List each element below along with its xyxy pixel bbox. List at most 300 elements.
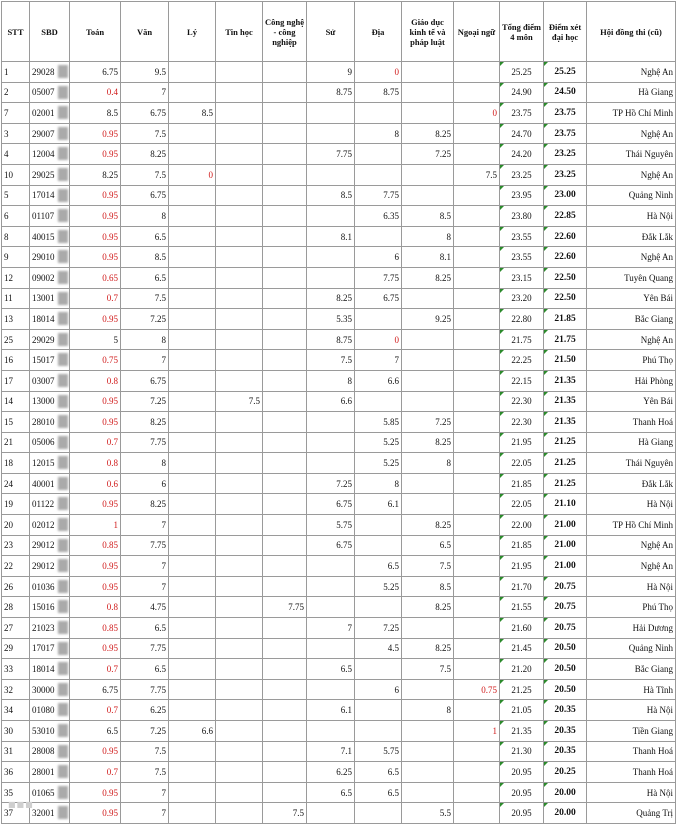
cell-sbd: 29028: [30, 62, 70, 83]
cell-van: 7: [121, 515, 169, 536]
cell-su: [307, 103, 355, 124]
cell-sbd: 21023: [30, 618, 70, 639]
cell-sbd: 28001: [30, 762, 70, 783]
comment-marker: [544, 144, 548, 148]
cell-ngoaingu: [454, 247, 500, 268]
cell-toan: 8.5: [70, 103, 121, 124]
table-row: [2, 164, 676, 185]
table-row: [2, 62, 676, 83]
cell-dia: [355, 535, 402, 556]
table-row: [2, 226, 676, 247]
cell-hoidong: Thái Nguyên: [587, 144, 676, 165]
cell-tinhoc: [216, 597, 263, 618]
comment-marker: [544, 62, 548, 66]
cell-sbd: 29012: [30, 556, 70, 577]
redacted-mark: [58, 65, 68, 78]
cell-hoidong: Hà Nội: [587, 576, 676, 597]
cell-sbd: 29012: [30, 535, 70, 556]
cell-su: [307, 721, 355, 742]
cell-tong: 21.20: [500, 659, 544, 680]
table-row: [2, 782, 676, 803]
cell-ly: [169, 638, 216, 659]
comment-marker: [544, 742, 548, 746]
comment-marker: [544, 659, 548, 663]
cell-dia: [355, 659, 402, 680]
cell-ngoaingu: [454, 62, 500, 83]
cell-van: 4.75: [121, 597, 169, 618]
cell-xet: 25.25: [544, 62, 587, 83]
cell-tong: 21.85: [500, 535, 544, 556]
cell-hoidong: Nghệ An: [587, 556, 676, 577]
cell-hoidong: Thanh Hoá: [587, 762, 676, 783]
cell-ly: [169, 206, 216, 227]
cell-stt: 21: [2, 432, 30, 453]
cell-ngoaingu: [454, 473, 500, 494]
table-row: [2, 370, 676, 391]
cell-gdkt: 8.25: [402, 638, 454, 659]
cell-su: [307, 164, 355, 185]
table-row: [2, 576, 676, 597]
cell-toan: 0.95: [70, 556, 121, 577]
cell-congnghe: [263, 473, 307, 494]
cell-dia: [355, 515, 402, 536]
comment-marker: [544, 515, 548, 519]
cell-ly: [169, 309, 216, 330]
cell-sbd: 05006: [30, 432, 70, 453]
cell-xet: 22.60: [544, 247, 587, 268]
cell-dia: 6.35: [355, 206, 402, 227]
cell-sbd: 29007: [30, 123, 70, 144]
cell-hoidong: Bắc Giang: [587, 659, 676, 680]
cell-dia: [355, 391, 402, 412]
cell-tong: 24.90: [500, 82, 544, 103]
cell-gdkt: 8: [402, 700, 454, 721]
cell-ngoaingu: [454, 206, 500, 227]
cell-gdkt: 8.25: [402, 515, 454, 536]
cell-su: [307, 597, 355, 618]
cell-ly: [169, 659, 216, 680]
cell-tong: 20.95: [500, 803, 544, 824]
cell-xet: 20.50: [544, 659, 587, 680]
cell-xet: 22.50: [544, 267, 587, 288]
cell-dia: 6: [355, 679, 402, 700]
cell-stt: 26: [2, 576, 30, 597]
cell-toan: 0.7: [70, 762, 121, 783]
cell-su: [307, 412, 355, 433]
cell-dia: [355, 226, 402, 247]
cell-dia: 8: [355, 123, 402, 144]
cell-ly: [169, 618, 216, 639]
cell-ly: [169, 453, 216, 474]
comment-marker: [544, 350, 548, 354]
cell-xet: 21.25: [544, 473, 587, 494]
cell-ngoaingu: [454, 556, 500, 577]
cell-hoidong: Nghệ An: [587, 329, 676, 350]
comment-marker: [500, 186, 504, 190]
cell-sbd: 12015: [30, 453, 70, 474]
cell-hoidong: Thái Nguyên: [587, 453, 676, 474]
cell-congnghe: [263, 700, 307, 721]
cell-toan: 0.95: [70, 144, 121, 165]
cell-xet: 20.00: [544, 803, 587, 824]
comment-marker: [544, 700, 548, 704]
cell-su: [307, 453, 355, 474]
cell-ngoaingu: [454, 741, 500, 762]
cell-stt: 3: [2, 123, 30, 144]
cell-xet: 20.25: [544, 762, 587, 783]
cell-tinhoc: [216, 659, 263, 680]
cell-congnghe: [263, 370, 307, 391]
cell-van: 7.5: [121, 164, 169, 185]
redacted-mark: [58, 765, 68, 778]
cell-congnghe: 7.5: [263, 803, 307, 824]
cell-ly: [169, 226, 216, 247]
cell-tong: 24.70: [500, 123, 544, 144]
cell-ngoaingu: [454, 391, 500, 412]
redacted-mark: [58, 106, 68, 119]
cell-ngoaingu: [454, 597, 500, 618]
cell-sbd: 40001: [30, 473, 70, 494]
comment-marker: [500, 556, 504, 560]
cell-van: 7.25: [121, 309, 169, 330]
redacted-mark: [58, 703, 68, 716]
comment-marker: [500, 350, 504, 354]
redacted-mark: [58, 292, 68, 305]
cell-su: 9: [307, 62, 355, 83]
cell-tong: 21.35: [500, 721, 544, 742]
cell-sbd: 13000: [30, 391, 70, 412]
comment-marker: [500, 433, 504, 437]
cell-tinhoc: [216, 556, 263, 577]
cell-van: 8.25: [121, 494, 169, 515]
cell-xet: 20.35: [544, 721, 587, 742]
cell-ngoaingu: [454, 123, 500, 144]
cell-dia: 6.5: [355, 762, 402, 783]
cell-van: 7: [121, 782, 169, 803]
cell-tong: 22.25: [500, 350, 544, 371]
cell-su: 6.1: [307, 700, 355, 721]
cell-hoidong: Yên Bái: [587, 391, 676, 412]
cell-gdkt: 8.5: [402, 576, 454, 597]
table-row: [2, 82, 676, 103]
cell-xet: 20.50: [544, 679, 587, 700]
comment-marker: [544, 124, 548, 128]
cell-ly: [169, 391, 216, 412]
cell-stt: 11: [2, 288, 30, 309]
cell-stt: 15: [2, 412, 30, 433]
redacted-mark: [58, 806, 68, 819]
cell-tong: 22.15: [500, 370, 544, 391]
cell-stt: 6: [2, 206, 30, 227]
cell-dia: 5.85: [355, 412, 402, 433]
cell-sbd: 17017: [30, 638, 70, 659]
cell-toan: 0.95: [70, 782, 121, 803]
cell-stt: 22: [2, 556, 30, 577]
cell-tong: 23.75: [500, 103, 544, 124]
cell-xet: 21.35: [544, 370, 587, 391]
cell-su: [307, 638, 355, 659]
cell-tong: 23.55: [500, 247, 544, 268]
cell-tinhoc: [216, 741, 263, 762]
cell-xet: 21.25: [544, 432, 587, 453]
cell-tinhoc: [216, 494, 263, 515]
cell-sbd: 29025: [30, 164, 70, 185]
cell-congnghe: [263, 144, 307, 165]
cell-dia: 5.25: [355, 576, 402, 597]
cell-van: 6.5: [121, 226, 169, 247]
cell-congnghe: [263, 494, 307, 515]
cell-hoidong: Tuyên Quang: [587, 267, 676, 288]
cell-congnghe: [263, 226, 307, 247]
cell-van: 7.5: [121, 741, 169, 762]
cell-dia: 5.25: [355, 432, 402, 453]
cell-tinhoc: [216, 782, 263, 803]
cell-gdkt: 7.25: [402, 412, 454, 433]
cell-van: 6: [121, 473, 169, 494]
cell-hoidong: Yên Bái: [587, 288, 676, 309]
cell-su: 6.5: [307, 782, 355, 803]
cell-congnghe: [263, 329, 307, 350]
cell-hoidong: TP Hồ Chí Minh: [587, 515, 676, 536]
cell-tinhoc: [216, 144, 263, 165]
cell-tinhoc: [216, 164, 263, 185]
redacted-mark: [58, 271, 68, 284]
cell-xet: 21.00: [544, 515, 587, 536]
comment-marker: [544, 536, 548, 540]
cell-gdkt: 8.25: [402, 432, 454, 453]
cell-toan: 0.95: [70, 247, 121, 268]
cell-stt: 29: [2, 638, 30, 659]
redacted-mark: [58, 683, 68, 696]
comment-marker: [500, 515, 504, 519]
redacted-mark: [58, 168, 68, 181]
cell-su: 8.75: [307, 82, 355, 103]
cell-stt: 37: [2, 803, 30, 824]
cell-ngoaingu: [454, 494, 500, 515]
comment-marker: [544, 639, 548, 643]
cell-dia: 6.6: [355, 370, 402, 391]
cell-su: 6.6: [307, 391, 355, 412]
comment-marker: [500, 206, 504, 210]
redacted-mark: [58, 209, 68, 222]
redacted-mark: [58, 436, 68, 449]
cell-hoidong: Nghệ An: [587, 164, 676, 185]
cell-sbd: 30000: [30, 679, 70, 700]
header-van: Văn: [121, 2, 169, 62]
cell-gdkt: 8: [402, 226, 454, 247]
cell-congnghe: [263, 659, 307, 680]
comment-marker: [544, 206, 548, 210]
comment-marker: [500, 124, 504, 128]
cell-gdkt: [402, 370, 454, 391]
cell-xet: 23.75: [544, 103, 587, 124]
comment-marker: [544, 165, 548, 169]
cell-tinhoc: [216, 515, 263, 536]
cell-van: 6.75: [121, 185, 169, 206]
cell-su: 8.75: [307, 329, 355, 350]
cell-toan: 0.95: [70, 185, 121, 206]
header-stt: STT: [2, 2, 30, 62]
cell-toan: 0.8: [70, 370, 121, 391]
table-row: [2, 206, 676, 227]
comment-marker: [544, 371, 548, 375]
cell-tong: 25.25: [500, 62, 544, 83]
comment-marker: [544, 494, 548, 498]
cell-tong: 21.95: [500, 432, 544, 453]
redacted-mark: [58, 724, 68, 737]
cell-ly: [169, 741, 216, 762]
cell-toan: 6.5: [70, 721, 121, 742]
comment-marker: [544, 680, 548, 684]
redacted-mark: [58, 477, 68, 490]
cell-dia: 7.25: [355, 618, 402, 639]
cell-gdkt: 8.25: [402, 267, 454, 288]
cell-toan: 0.95: [70, 576, 121, 597]
cell-stt: 36: [2, 762, 30, 783]
cell-su: 6.75: [307, 535, 355, 556]
cell-ly: [169, 123, 216, 144]
cell-tinhoc: [216, 82, 263, 103]
cell-gdkt: 6.5: [402, 535, 454, 556]
cell-tong: 21.75: [500, 329, 544, 350]
cell-ngoaingu: [454, 309, 500, 330]
cell-stt: 9: [2, 247, 30, 268]
cell-hoidong: Đắk Lắk: [587, 473, 676, 494]
cell-ngoaingu: [454, 535, 500, 556]
cell-hoidong: Nghệ An: [587, 123, 676, 144]
cell-stt: 4: [2, 144, 30, 165]
cell-sbd: 09002: [30, 267, 70, 288]
cell-ly: [169, 82, 216, 103]
redacted-mark: [58, 539, 68, 552]
comment-marker: [500, 618, 504, 622]
cell-tinhoc: [216, 206, 263, 227]
cell-ngoaingu: [454, 515, 500, 536]
cell-tinhoc: [216, 350, 263, 371]
cell-sbd: 02001: [30, 103, 70, 124]
cell-gdkt: 8.5: [402, 206, 454, 227]
header-hoidong: Hội đồng thi (cũ): [587, 2, 676, 62]
cell-toan: 0.8: [70, 597, 121, 618]
comment-marker: [500, 268, 504, 272]
cell-su: 7.1: [307, 741, 355, 762]
cell-hoidong: Hải Dương: [587, 618, 676, 639]
cell-tinhoc: [216, 288, 263, 309]
table-row: [2, 494, 676, 515]
cell-su: [307, 679, 355, 700]
cell-sbd: 53010: [30, 721, 70, 742]
cell-stt: 25: [2, 329, 30, 350]
table-row: [2, 412, 676, 433]
comment-marker: [544, 309, 548, 313]
cell-tinhoc: [216, 185, 263, 206]
table-row: [2, 453, 676, 474]
cell-dia: [355, 803, 402, 824]
cell-xet: 22.60: [544, 226, 587, 247]
cell-dia: 4.5: [355, 638, 402, 659]
cell-sbd: 13001: [30, 288, 70, 309]
cell-su: 8.5: [307, 185, 355, 206]
comment-marker: [544, 597, 548, 601]
cell-van: 7.25: [121, 721, 169, 742]
cell-congnghe: [263, 638, 307, 659]
cell-sbd: 18014: [30, 309, 70, 330]
cell-congnghe: [263, 576, 307, 597]
table-header: [2, 2, 676, 62]
cell-toan: 0.95: [70, 206, 121, 227]
cell-tinhoc: [216, 309, 263, 330]
cell-ngoaingu: 1: [454, 721, 500, 742]
cell-congnghe: [263, 164, 307, 185]
table-row: [2, 309, 676, 330]
cell-gdkt: [402, 103, 454, 124]
cell-tong: 23.80: [500, 206, 544, 227]
cell-hoidong: Hà Nội: [587, 700, 676, 721]
table-row: [2, 473, 676, 494]
cell-tong: 21.25: [500, 679, 544, 700]
cell-tong: 22.30: [500, 391, 544, 412]
cell-dia: 8: [355, 473, 402, 494]
cell-dia: 8.75: [355, 82, 402, 103]
cell-van: 6.5: [121, 267, 169, 288]
cell-stt: 20: [2, 515, 30, 536]
cell-xet: 23.25: [544, 164, 587, 185]
cell-van: 6.75: [121, 103, 169, 124]
cell-xet: 20.35: [544, 741, 587, 762]
cell-ly: [169, 350, 216, 371]
table-row: [2, 288, 676, 309]
cell-sbd: 28008: [30, 741, 70, 762]
cell-hoidong: Hà Nội: [587, 206, 676, 227]
cell-hoidong: Nghệ An: [587, 62, 676, 83]
comment-marker: [500, 289, 504, 293]
cell-su: 8: [307, 370, 355, 391]
header-xet: Điểm xét đại học: [544, 2, 587, 62]
header-tong: Tổng điểm 4 môn: [500, 2, 544, 62]
cell-sbd: 17014: [30, 185, 70, 206]
cell-tong: 21.70: [500, 576, 544, 597]
table-row: [2, 638, 676, 659]
cell-xet: 21.75: [544, 329, 587, 350]
cell-tong: 20.95: [500, 782, 544, 803]
cell-dia: [355, 700, 402, 721]
cell-ngoaingu: [454, 370, 500, 391]
cell-ly: [169, 556, 216, 577]
cell-congnghe: [263, 247, 307, 268]
cell-stt: 34: [2, 700, 30, 721]
cell-gdkt: [402, 679, 454, 700]
cell-congnghe: [263, 288, 307, 309]
redacted-mark: [58, 353, 68, 366]
cell-congnghe: [263, 391, 307, 412]
redacted-mark: [58, 580, 68, 593]
cell-stt: 18: [2, 453, 30, 474]
cell-dia: [355, 144, 402, 165]
cell-congnghe: [263, 309, 307, 330]
redacted-mark: [58, 415, 68, 428]
cell-xet: 21.85: [544, 309, 587, 330]
cell-ngoaingu: [454, 267, 500, 288]
cell-ly: [169, 432, 216, 453]
cell-tinhoc: [216, 412, 263, 433]
table-row: [2, 247, 676, 268]
cell-ngoaingu: [454, 700, 500, 721]
cell-ngoaingu: [454, 576, 500, 597]
comment-marker: [500, 330, 504, 334]
redacted-mark: [58, 745, 68, 758]
cell-stt: 24: [2, 473, 30, 494]
cell-stt: 27: [2, 618, 30, 639]
